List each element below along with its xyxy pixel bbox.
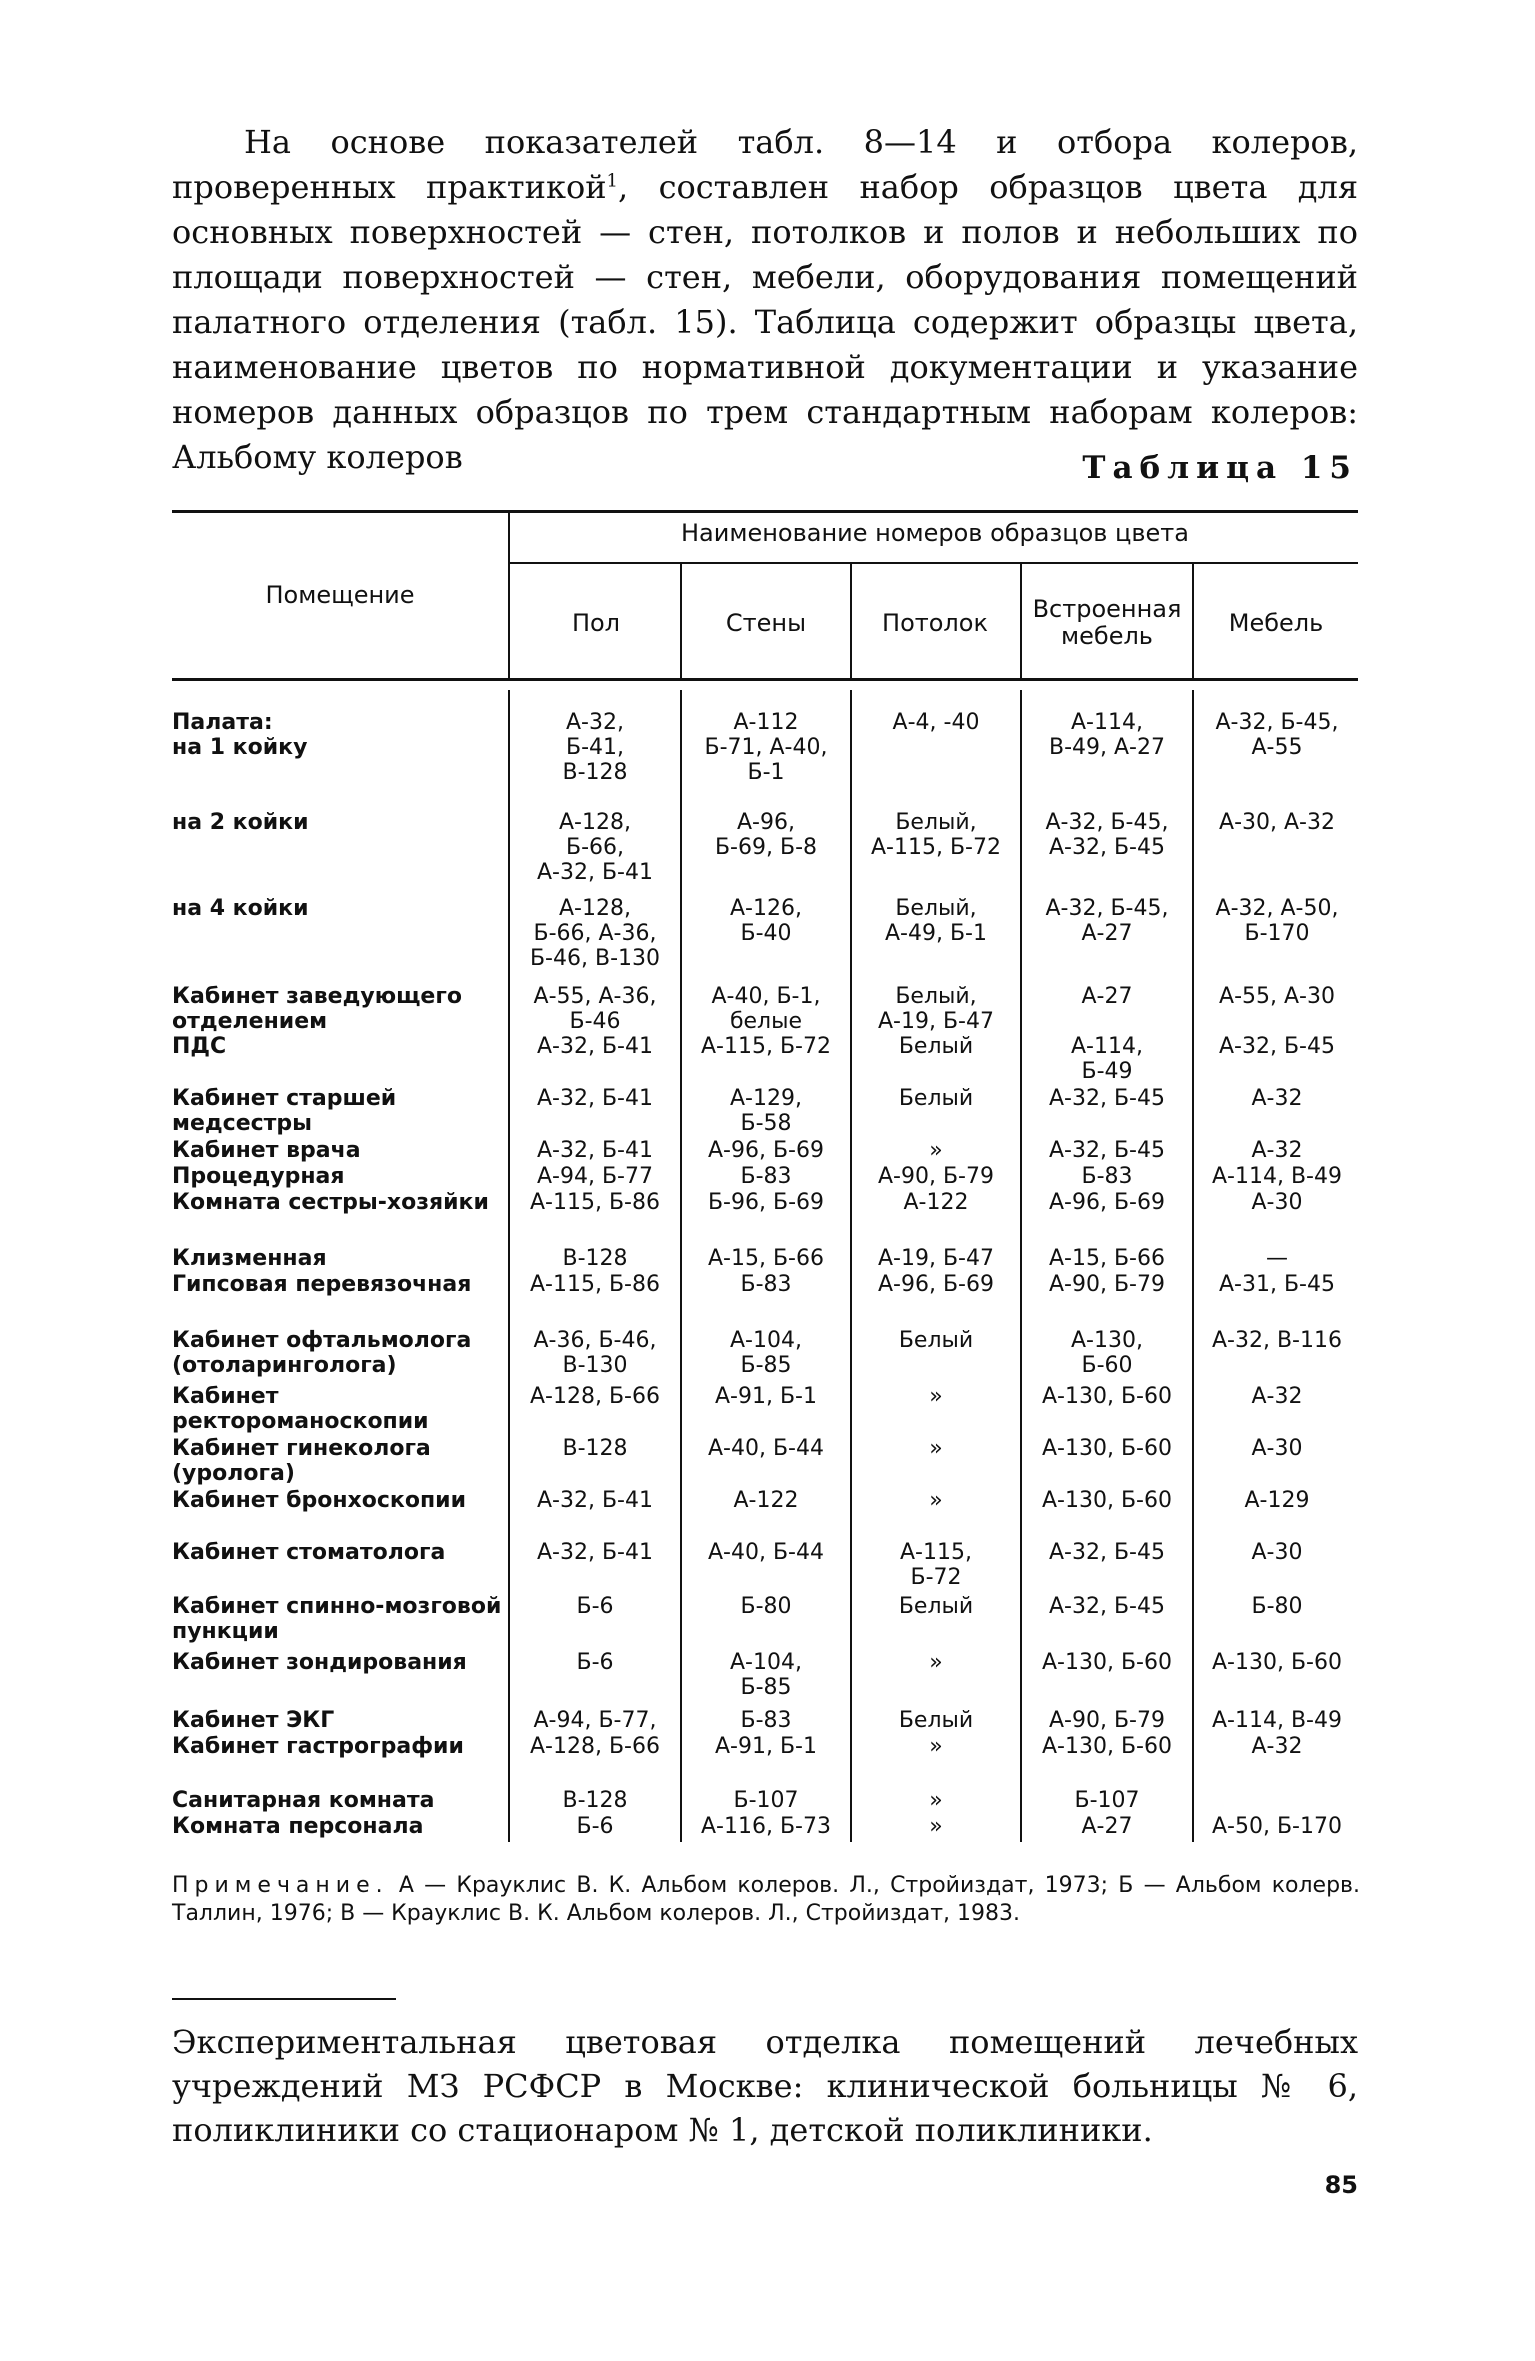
cell-vstr: А-114, Б-49 <box>1071 1034 1143 1084</box>
cell-pol: А-115, Б-86 <box>530 1190 660 1215</box>
cell-steny: А-40, Б-44 <box>708 1540 824 1565</box>
col-header-mebel: Мебель <box>1228 609 1324 637</box>
cell-steny: А-91, Б-1 <box>715 1734 817 1759</box>
cell-room: Клизменная <box>172 1246 327 1271</box>
cell-pol: В-128 <box>562 1788 628 1813</box>
cell-mebel: А-32, В-116 <box>1212 1328 1342 1353</box>
col-header-vstr: Встроенная мебель <box>1032 595 1182 650</box>
cell-mebel: А-30 <box>1251 1190 1303 1215</box>
cell-pol: А-55, А-36, Б-46 <box>533 984 657 1034</box>
cell-potolok: А-96, Б-69 <box>878 1272 994 1297</box>
cell-pol: А-128, Б-66, А-36, Б-46, В-130 <box>529 896 661 971</box>
cell-room: Кабинет ректороманоскопии <box>172 1384 429 1434</box>
cell-pol: А-32, Б-41 <box>537 1540 653 1565</box>
cell-room: Кабинет спинно-мозговой пункции <box>172 1594 502 1644</box>
cell-room: Процедурная <box>172 1164 345 1189</box>
cell-pol: А-94, Б-77, <box>533 1708 657 1733</box>
cell-potolok: » <box>929 1650 943 1675</box>
cell-room: Кабинет офтальмолога (отоларинголога) <box>172 1328 472 1378</box>
cell-pol: А-128, Б-66, А-32, Б-41 <box>537 810 653 885</box>
cell-pol: А-32, Б-41, В-128 <box>562 710 628 785</box>
cell-mebel: А-31, Б-45 <box>1219 1272 1335 1297</box>
cell-potolok: Белый <box>898 1708 974 1733</box>
cell-room: Кабинет гинеколога (уролога) <box>172 1436 431 1486</box>
cell-vstr: А-90, Б-79 <box>1049 1272 1165 1297</box>
cell-vstr: А-96, Б-69 <box>1049 1190 1165 1215</box>
cell-potolok: » <box>929 1436 943 1461</box>
cell-pol: Б-6 <box>576 1814 614 1839</box>
cell-pol: В-128 <box>562 1436 628 1461</box>
cell-steny: Б-80 <box>740 1594 792 1619</box>
cell-steny: А-104, Б-85 <box>730 1650 802 1700</box>
cell-mebel: А-30 <box>1251 1436 1303 1461</box>
cell-pol: В-128 <box>562 1246 628 1271</box>
cell-room: Палата: на 1 койку <box>172 710 308 760</box>
cell-mebel: А-55, А-30 <box>1219 984 1335 1009</box>
cell-vstr: А-130, Б-60 <box>1071 1328 1143 1378</box>
cell-potolok: А-4, -40 <box>892 710 980 735</box>
cell-pol: А-32, Б-41 <box>537 1138 653 1163</box>
cell-pol: А-36, Б-46, В-130 <box>533 1328 657 1378</box>
cell-room: Кабинет гастрографии <box>172 1734 464 1759</box>
cell-pol: А-32, Б-41 <box>537 1034 653 1059</box>
cell-mebel: А-32 <box>1251 1734 1303 1759</box>
cell-steny: А-96, Б-69, Б-8 <box>714 810 818 860</box>
cell-vstr: А-130, Б-60 <box>1042 1384 1172 1409</box>
table-note <box>172 1872 1360 1928</box>
cell-room: Кабинет врача <box>172 1138 361 1163</box>
cell-mebel: А-129 <box>1244 1488 1310 1513</box>
cell-room: Комната персонала <box>172 1814 424 1839</box>
cell-steny: Б-83 <box>740 1272 792 1297</box>
note-text: А — Крауклис В. К. Альбом колеров. Л., Стройиздат, 1973; Б — Альбом колерв. Таллин, 1976; В — Крауклис В. К. Альбом колеров. Л., Стройиздат, 1983. <box>172 1873 1360 1926</box>
cell-vstr: А-130, Б-60 <box>1042 1734 1172 1759</box>
vline-header-3 <box>850 564 852 678</box>
cell-pol: А-32, Б-41 <box>537 1086 653 1111</box>
vline-header-4 <box>1020 564 1022 678</box>
cell-room: Кабинет стоматолога <box>172 1540 446 1565</box>
vline-header-5 <box>1192 564 1194 678</box>
cell-mebel: А-32, А-50, Б-170 <box>1215 896 1339 946</box>
cell-steny: А-112 Б-71, А-40, Б-1 <box>704 710 828 785</box>
cell-mebel: А-30 <box>1251 1540 1303 1565</box>
cell-steny: А-91, Б-1 <box>715 1384 817 1409</box>
cell-vstr: А-114, В-49, А-27 <box>1049 710 1165 760</box>
intro-text-continued: , составлен набор образцов цвета для основных поверхностей — стен, потолков и полов и небольших по площади поверхностей — стен, мебели, оборудования помещений палатного отделения (табл. 15). Таблица содержит образцы цвета, наименование цветов по нормативной документации и указание номеров данных образцов по трем стандартным наборам колеров: Альбому колеров <box>172 168 1359 476</box>
cell-vstr: А-32, Б-45, А-32, Б-45 <box>1045 810 1169 860</box>
cell-mebel: А-114, В-49 <box>1212 1164 1342 1189</box>
cell-steny: Б-107 <box>733 1788 799 1813</box>
note-label: Примечание. <box>172 1873 389 1898</box>
cell-vstr: А-15, Б-66 <box>1049 1246 1165 1271</box>
table-title: Таблица 15 <box>1082 450 1358 486</box>
cell-pol: А-94, Б-77 <box>537 1164 653 1189</box>
table-top-rule <box>172 510 1358 513</box>
cell-potolok: Белый, А-49, Б-1 <box>885 896 987 946</box>
cell-potolok: » <box>929 1814 943 1839</box>
cell-vstr: А-32, Б-45 <box>1049 1086 1165 1111</box>
cell-vstr: А-32, Б-45 <box>1049 1594 1165 1619</box>
cell-room: Кабинет бронхоскопии <box>172 1488 466 1513</box>
cell-steny: А-116, Б-73 <box>701 1814 831 1839</box>
cell-steny: А-129, Б-58 <box>730 1086 802 1136</box>
cell-mebel: А-32 <box>1251 1384 1303 1409</box>
cell-potolok: А-122 <box>903 1190 969 1215</box>
cell-mebel: А-30, А-32 <box>1219 810 1335 835</box>
cell-potolok: » <box>929 1488 943 1513</box>
cell-pol: Б-6 <box>576 1594 614 1619</box>
footnote-marker: 1 <box>606 170 618 192</box>
cell-steny: А-15, Б-66 <box>708 1246 824 1271</box>
cell-vstr: А-27 <box>1081 984 1133 1009</box>
cell-vstr: Б-83 <box>1081 1164 1133 1189</box>
cell-mebel: — <box>1266 1246 1288 1271</box>
page-number: 85 <box>1324 2171 1358 2199</box>
vline-header-2 <box>680 564 682 678</box>
cell-mebel: А-130, Б-60 <box>1212 1650 1342 1675</box>
cell-steny: Б-83 <box>740 1708 792 1733</box>
cell-pol: А-128, Б-66 <box>530 1384 660 1409</box>
cell-steny: А-115, Б-72 <box>701 1034 831 1059</box>
cell-steny: А-122 <box>733 1488 799 1513</box>
cell-potolok: Белый <box>898 1594 974 1619</box>
cell-vstr: А-130, Б-60 <box>1042 1650 1172 1675</box>
cell-room: Комната сестры-хозяйки <box>172 1190 489 1215</box>
cell-steny: А-104, Б-85 <box>730 1328 802 1378</box>
cell-steny: А-96, Б-69 <box>708 1138 824 1163</box>
cell-pol: Б-6 <box>576 1650 614 1675</box>
cell-potolok: Белый, А-19, Б-47 <box>878 984 994 1034</box>
col-header-potolok: Потолок <box>882 609 988 637</box>
cell-room: Кабинет старшей медсестры <box>172 1086 397 1136</box>
cell-potolok: Белый <box>898 1034 974 1059</box>
cell-potolok: » <box>929 1788 943 1813</box>
cell-mebel: Б-80 <box>1251 1594 1303 1619</box>
cell-potolok: А-19, Б-47 <box>878 1246 994 1271</box>
cell-pol: А-128, Б-66 <box>530 1734 660 1759</box>
cell-potolok: А-90, Б-79 <box>878 1164 994 1189</box>
cell-steny: Б-96, Б-69 <box>707 1190 825 1215</box>
cell-vstr: А-32, Б-45, А-27 <box>1045 896 1169 946</box>
cell-vstr: Б-107 <box>1074 1788 1140 1813</box>
cell-vstr: А-27 <box>1081 1814 1133 1839</box>
cell-vstr: А-130, Б-60 <box>1042 1436 1172 1461</box>
col-header-room: Помещение <box>265 581 415 609</box>
header-bottom-rule <box>172 678 1358 681</box>
cell-mebel: А-114, В-49 <box>1212 1708 1342 1733</box>
cell-room: Кабинет заведующего отделением <box>172 984 462 1034</box>
cell-mebel: А-50, Б-170 <box>1212 1814 1342 1839</box>
cell-potolok: » <box>929 1138 943 1163</box>
cell-room: ПДС <box>172 1034 227 1059</box>
cell-vstr: А-130, Б-60 <box>1042 1488 1172 1513</box>
cell-vstr: А-32, Б-45 <box>1049 1540 1165 1565</box>
cell-potolok: Белый <box>898 1328 974 1353</box>
group-header-rule <box>510 562 1358 564</box>
cell-steny: А-40, Б-1, белые <box>711 984 821 1034</box>
col-header-pol: Пол <box>571 609 621 637</box>
cell-room: на 2 койки <box>172 810 309 835</box>
cell-pol: А-115, Б-86 <box>530 1272 660 1297</box>
cell-potolok: » <box>929 1384 943 1409</box>
footnote-text: Экспериментальная цветовая отделка помещений лечебных учреждений МЗ РСФСР в Москве: клинической больницы № 6, поликлиники со стационаром № 1, детской поликлиники. <box>172 2023 1358 2149</box>
cell-steny: А-126, Б-40 <box>730 896 802 946</box>
cell-potolok: А-115, Б-72 <box>900 1540 972 1590</box>
group-header: Наименование номеров образцов цвета <box>681 519 1189 547</box>
cell-potolok: Белый <box>898 1086 974 1111</box>
cell-mebel: А-32 <box>1251 1086 1303 1111</box>
cell-room: Санитарная комната <box>172 1788 435 1813</box>
col-header-steny: Стены <box>725 609 807 637</box>
cell-vstr: А-32, Б-45 <box>1049 1138 1165 1163</box>
cell-steny: А-40, Б-44 <box>708 1436 824 1461</box>
cell-mebel: А-32, Б-45 <box>1219 1034 1335 1059</box>
intro-paragraph <box>172 120 1358 480</box>
cell-mebel: А-32, Б-45, А-55 <box>1215 710 1339 760</box>
cell-room: Гипсовая перевязочная <box>172 1272 472 1297</box>
intro-text: На основе показателей табл. 8—14 и отбора колеров, проверенных практикой <box>172 123 1358 206</box>
cell-potolok: » <box>929 1734 943 1759</box>
cell-steny: Б-83 <box>740 1164 792 1189</box>
footnote-rule <box>172 1998 396 2000</box>
cell-vstr: А-90, Б-79 <box>1049 1708 1165 1733</box>
vline-header-1 <box>508 513 510 678</box>
cell-room: Кабинет ЭКГ <box>172 1708 335 1733</box>
cell-room: Кабинет зондирования <box>172 1650 467 1675</box>
cell-mebel: А-32 <box>1251 1138 1303 1163</box>
cell-potolok: Белый, А-115, Б-72 <box>871 810 1001 860</box>
cell-pol: А-32, Б-41 <box>537 1488 653 1513</box>
cell-room: на 4 койки <box>172 896 309 921</box>
